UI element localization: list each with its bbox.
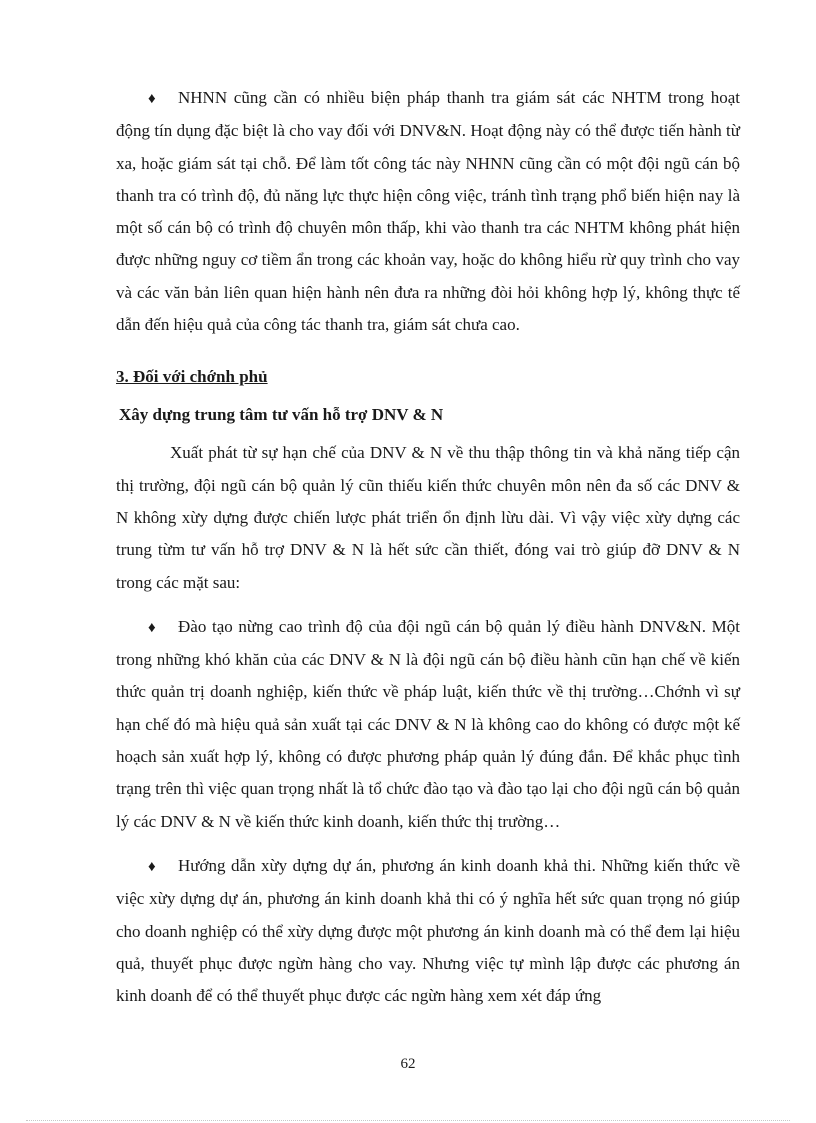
diamond-bullet-icon: ♦ bbox=[148, 619, 156, 636]
paragraph-text: NHNN cũng cần có nhiều biện pháp thanh tra giám sát các NHTM trong hoạt động tín dụng đặc biệt là cho vay đối với DNV&N. Hoạt động này có thể được tiến hành từ xa, hoặc giám sát tại chỗ. Để làm tốt công tác này NHNN cũng cần có một đội ngũ cán bộ thanh tra có trình độ, đủ năng lực thực hiện công việc, tránh tình trạng phổ biến hiện nay là một số cán bộ có trình độ chuyên môn thấp, khi vào thanh tra các NHTM không phát hiện được những nguy cơ tiềm ẩn trong các khoản vay, hoặc do không hiểu rừ quy trình cho vay và các văn bản liên quan hiện hành nên đưa ra những đòi hỏi không hợp lý, không thực tế dẫn đến hiệu quả của công tác thanh tra, giám sát chưa cao. bbox=[116, 88, 740, 335]
page-number: 62 bbox=[400, 1056, 416, 1072]
bullet-paragraph-training bbox=[116, 611, 740, 838]
intro-paragraph: Xuất phát từ sự hạn chế của DNV & N về thu thập thông tin và khả năng tiếp cận thị trường, đội ngũ cán bộ quản lý cũn thiếu kiến thức chuyên môn nên đa số các DNV & N không xừy dựng được chiến lược phát triển ổn định lừu dài. Vì vậy việc xừy dựng các trung từm tư vấn hỗ trợ DNV & N là hết sức cần thiết, đóng vai trò giúp đỡ DNV & N trong các mặt sau: bbox=[116, 443, 740, 592]
subsection-heading: Xây dựng trung tâm tư vấn hỗ trợ DNV & N bbox=[119, 405, 444, 425]
section-heading: 3. Đối với chớnh phủ bbox=[116, 367, 268, 387]
page-content bbox=[116, 82, 740, 1012]
page-bottom-divider bbox=[26, 1120, 790, 1121]
paragraph-text: Đào tạo nừng cao trình độ của đội ngũ cán bộ quản lý điều hành DNV&N. Một trong những khó khăn của các DNV & N là đội ngũ cán bộ điều hành cũn hạn chế về kiến thức quản trị doanh nghiệp, kiến thức về pháp luật, kiến thức về thị trường…Chớnh vì sự hạn chế đó mà hiệu quả sản xuất tại các DNV & N là không cao do không có được một kế hoạch sản xuất hợp lý, không có được phương pháp quản lý đúng đắn. Để khắc phục tình trạng trên thì việc quan trọng nhất là tổ chức đào tạo và đào tạo lại cho đội ngũ cán bộ quản lý các DNV & N về kiến thức kinh doanh, kiến thức thị trường… bbox=[116, 616, 740, 831]
diamond-bullet-icon: ♦ bbox=[148, 858, 156, 875]
bullet-paragraph-project-guidance bbox=[116, 850, 740, 1012]
diamond-bullet-icon: ♦ bbox=[148, 91, 156, 107]
paragraph-text: Hướng dẫn xừy dựng dự án, phương án kinh doanh khả thi. Những kiến thức về việc xừy dựng dự án, phương án kinh doanh khả thi có ý nghĩa hết sức quan trọng nó giúp cho doanh nghiệp có thể xừy dựng được một phương án kinh doanh mà có thể đem lại hiệu quả, thuyết phục được ngừn hàng cho vay. Nhưng việc tự mình lập được các phương án kinh doanh để có thể thuyết phục được các ngừn hàng xem xét đáp ứng bbox=[116, 855, 740, 1006]
bullet-paragraph-inspection bbox=[116, 82, 740, 341]
